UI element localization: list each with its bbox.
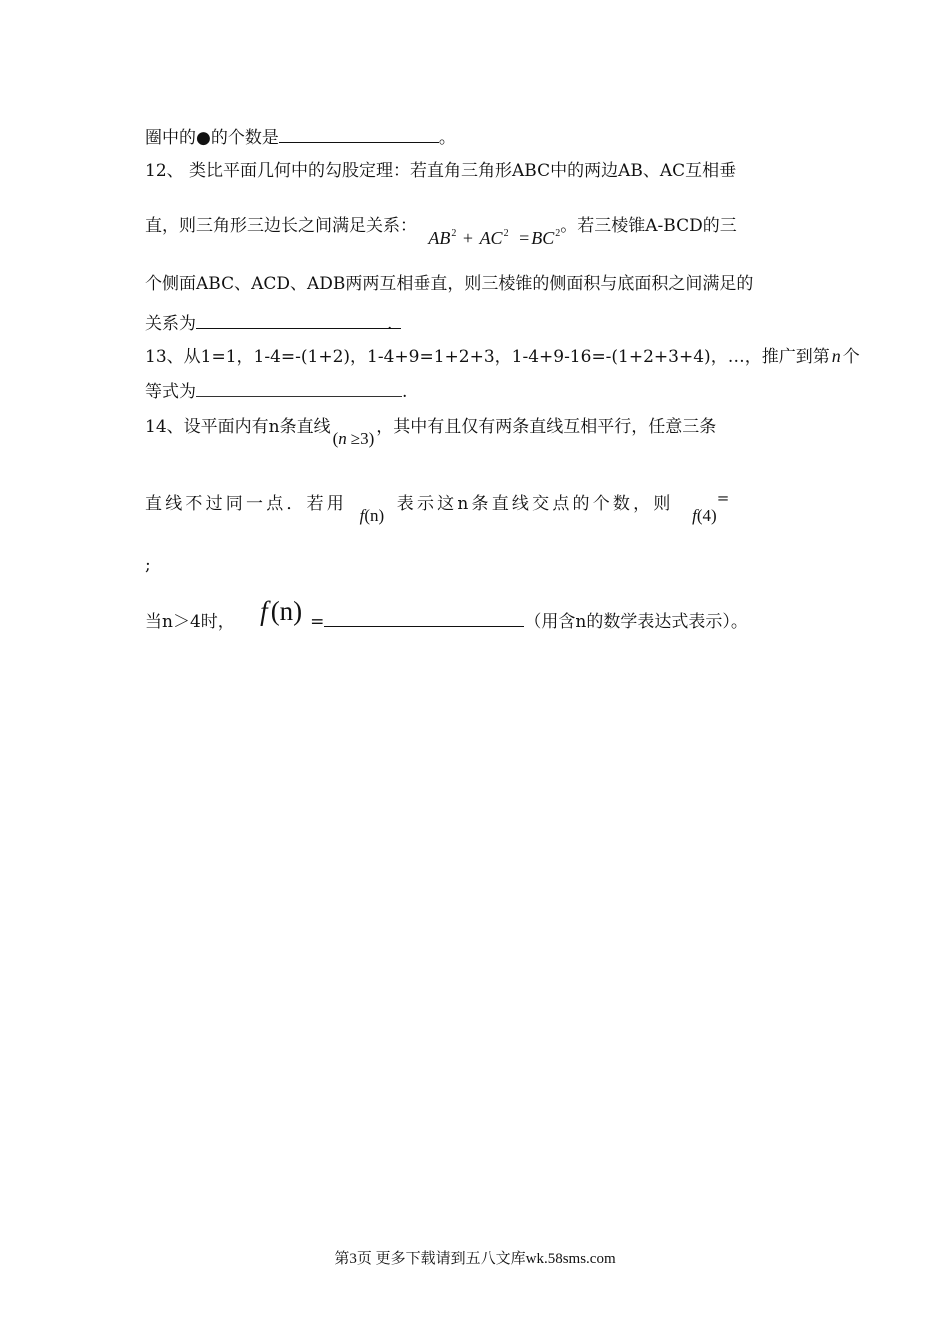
formula-exp-a: 2 [451,228,457,239]
q13-line-2 [145,380,810,403]
q14-eq-1: = [716,489,730,507]
formula-plus: + [462,228,474,248]
q14-condition [333,428,375,450]
q14-eq-2: = [310,612,325,632]
q14-line-3 [145,554,810,576]
fn-big-f: f [260,596,268,626]
q13-text-2: 等式为 [145,382,196,402]
q12-text-4: 关系为 [145,314,196,334]
q14-semicolon: ; [145,555,151,575]
q13-end-2: . [402,382,408,402]
answer-blank-q14[interactable] [324,610,524,627]
formula-ab: AB [428,228,451,248]
q11-end: 。 [438,128,456,148]
formula-eq: = [519,228,530,248]
q14-fn [360,505,385,527]
q12-line-4 [145,312,810,335]
fn-arg: (n) [364,506,385,525]
q13-line-1 [145,345,860,368]
q14-line-1 [145,416,810,448]
q14-line-2 [145,489,810,525]
answer-blank-q12[interactable] [196,312,401,329]
q12-line-2 [145,210,810,248]
q14-text-1b: ，其中有且仅有两条直线互相平行，任意三条 [376,417,717,437]
q13-text-1: 13、从1=1，1-4=-(1+2)，1-4+9=1+2+3，1-4+9-16=-(1+2+3+4)，…，推广到第 [145,347,830,367]
q14-text-2b: 表示这n条直线交点的个数，则 [396,494,674,514]
formula-bc: BC [531,228,555,248]
formula-exp-c: 2 [555,228,561,239]
f4-f: f [692,506,697,525]
cond-close: ) [368,429,375,448]
q14-text-4b: （用含n的数学表达式表示）。 [524,612,748,632]
pythagorean-formula [428,223,560,249]
q14-text-1: 14、设平面内有n条直线 [145,417,331,437]
fn-f: f [359,506,365,525]
q12-text-3: 个侧面ABC、ACD、ADB两两互相垂直，则三棱锥的侧面积与底面积之间满足的 [145,274,754,294]
q13-n: n [831,346,841,366]
cond-n: n [338,429,347,448]
answer-blank-q11[interactable] [279,126,439,143]
q12-line-3 [145,273,810,295]
fn-big-arg: (n) [270,596,303,626]
cond-ge: ≥3 [350,429,369,448]
q11-text: 圈中的 [145,128,196,148]
q12-text-2b: 。若三棱锥A-BCD的三 [560,216,737,236]
page-footer: 第3页 更多下载请到五八文库wk.58sms.com [334,1251,616,1267]
answer-blank-q13[interactable] [196,380,402,397]
f4-arg: (4) [696,506,717,525]
q12-end: . [387,314,393,334]
q14-fn-big [260,596,303,626]
q14-f4 [692,505,717,527]
q12-text-1: 12、 类比平面几何中的勾股定理：若直角三角形ABC中的两边AB、AC互相垂 [145,161,737,181]
q13-end-1: 个 [842,347,860,367]
cond-open: ( [332,429,339,448]
q14-text-4: 当n＞4时， [145,612,235,632]
q14-text-2: 直线不过同一点．若用 [145,494,347,514]
q11-text-2: 的个数是 [210,128,279,148]
formula-exp-b: 2 [503,228,509,239]
formula-ac: AC [479,228,503,248]
q14-line-4 [145,596,810,633]
q12-line-1 [145,160,810,182]
black-dot-icon: ● [196,128,211,148]
q12-text-2: 直，则三角形三边长之间满足关系： [145,216,417,236]
q11-tail-line [145,126,810,149]
